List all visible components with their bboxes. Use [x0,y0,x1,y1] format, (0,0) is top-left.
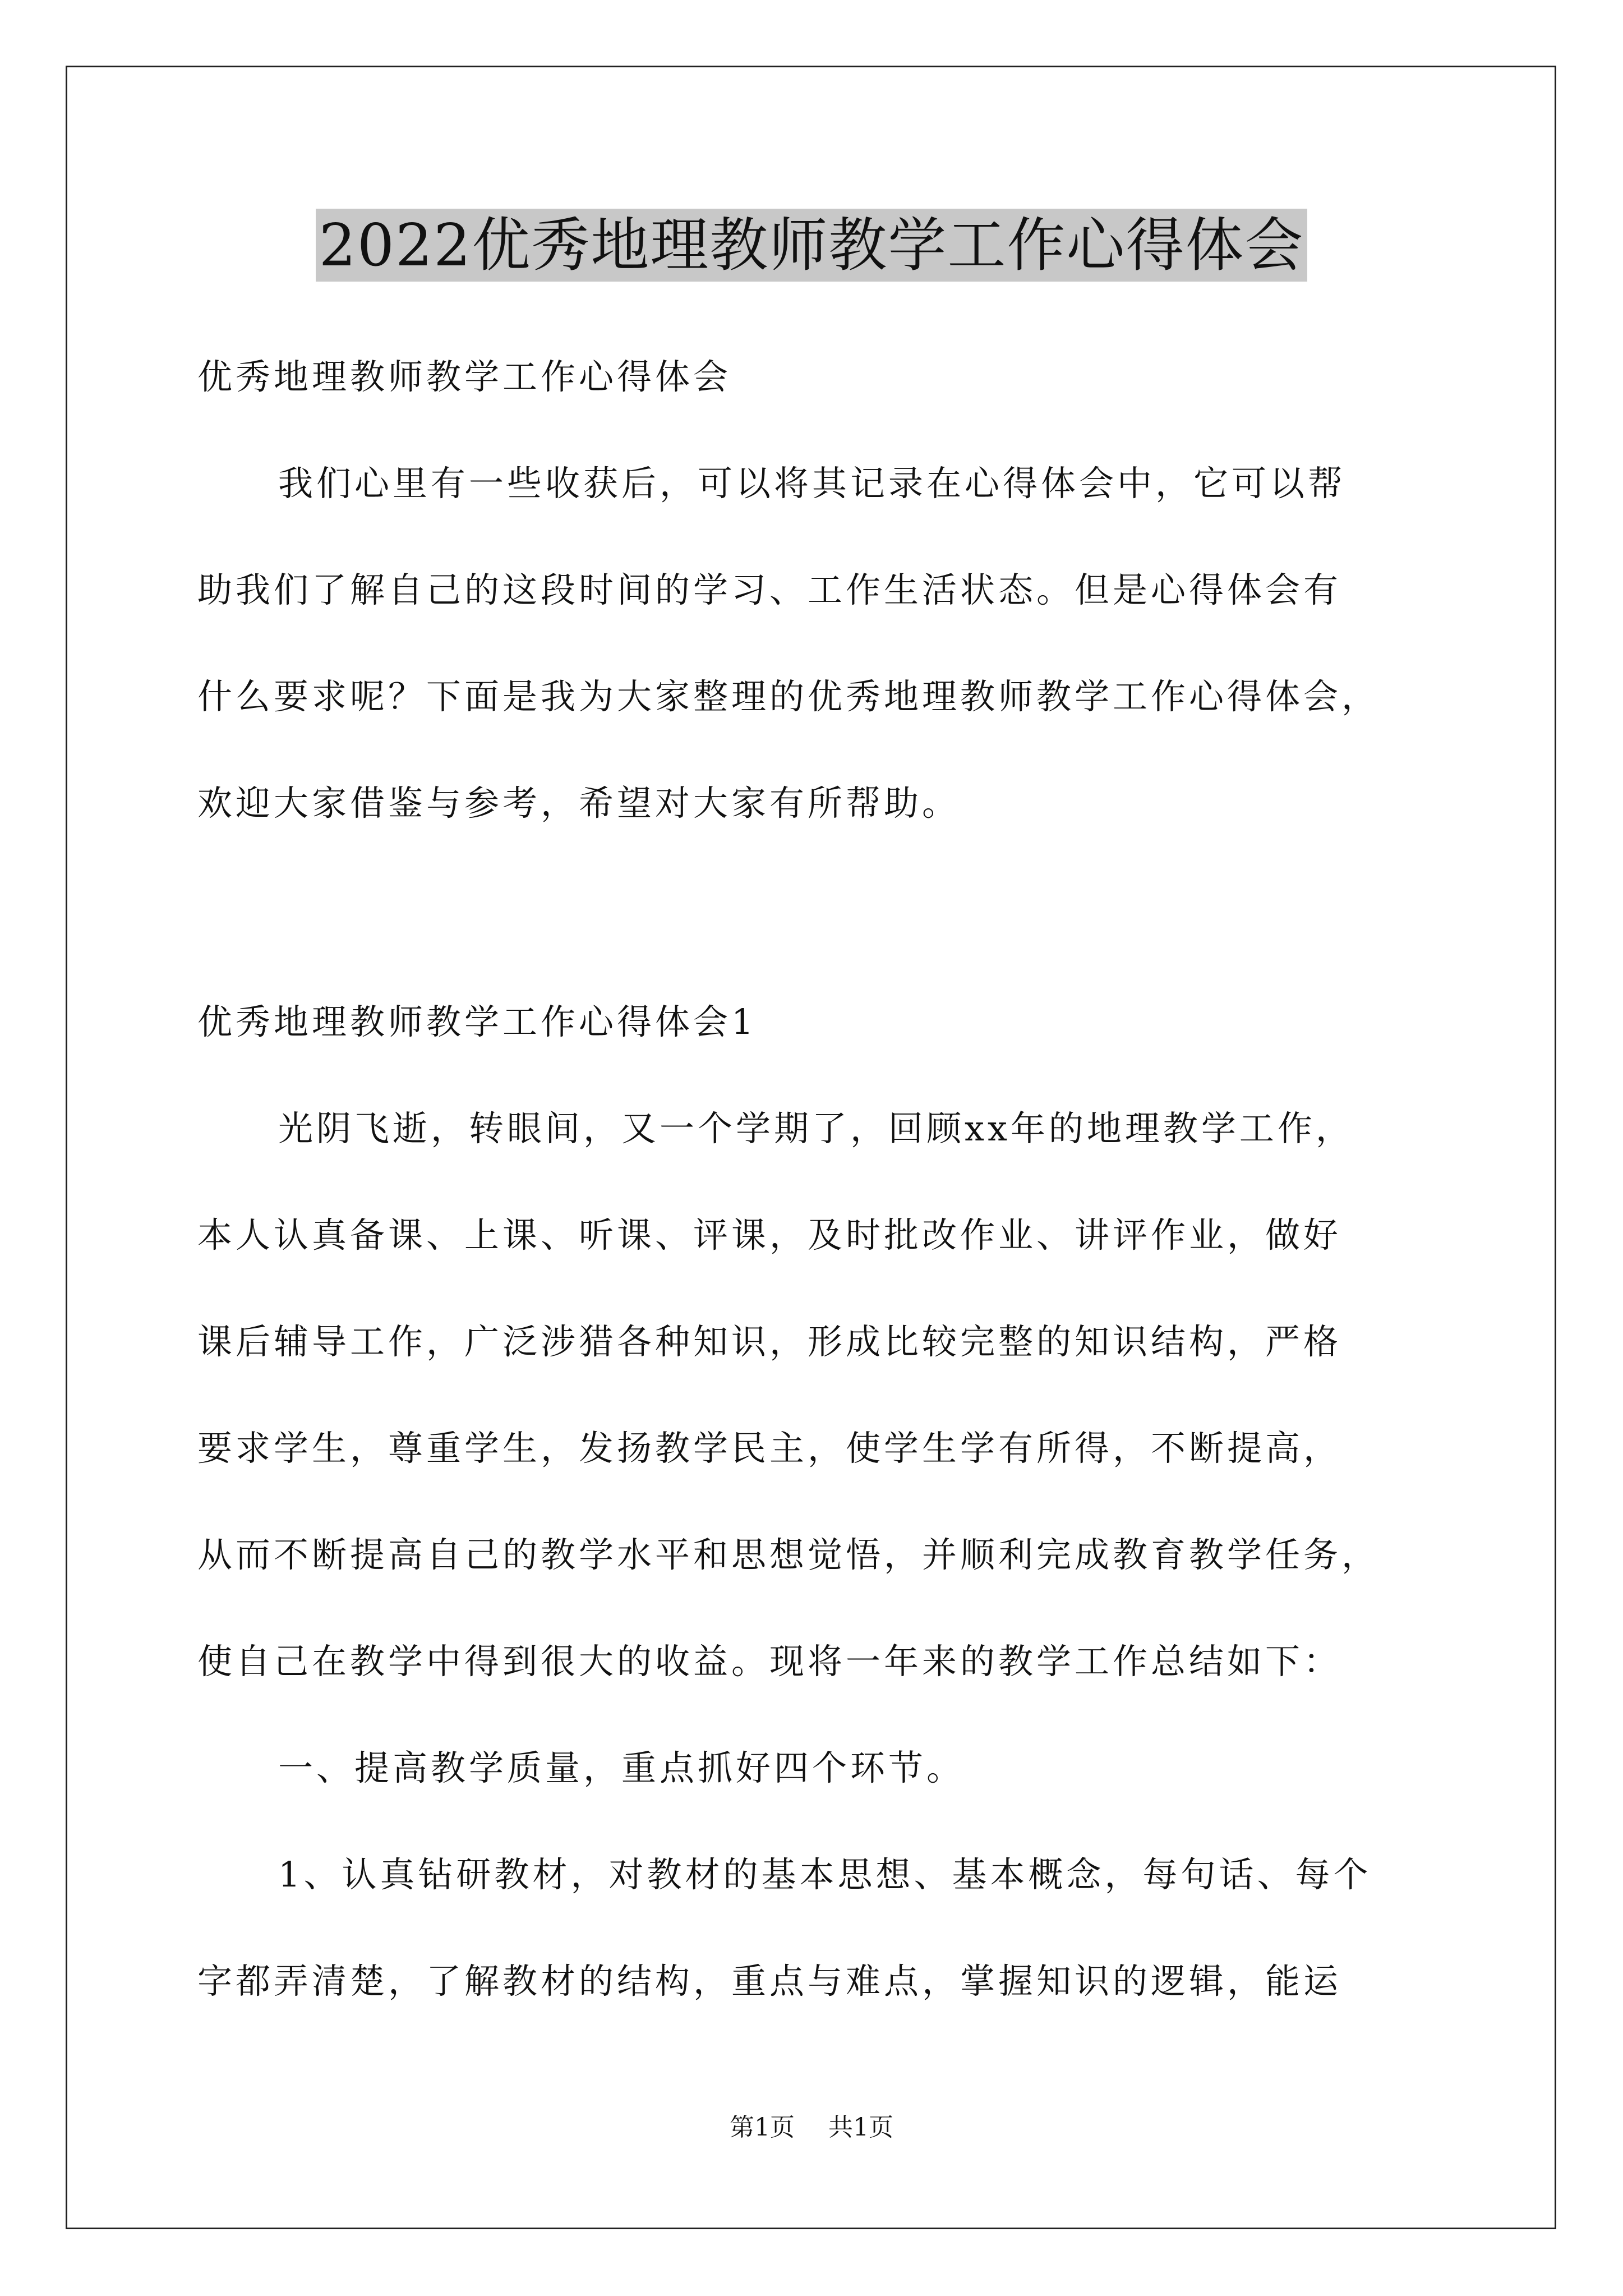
body-line: 要求学生，尊重学生，发扬教学民主，使学生学有所得，不断提高， [197,1428,1342,1469]
body-line: 1、认真钻研教材，对教材的基本思想、基本概念，每句话、每个 [278,1854,1372,1895]
intro-line: 助我们了解自己的这段时间的学习、工作生活状态。但是心得体会有 [197,569,1342,610]
body-line: 光阴飞逝，转眼间，又一个学期了，回顾xx年的地理教学工作， [278,1108,1354,1149]
title-container [0,209,1623,282]
document-subtitle: 优秀地理教师教学工作心得体会 [197,356,732,397]
body-line: 从而不断提高自己的教学水平和思想觉悟，并顺利完成教育教学任务， [197,1534,1380,1575]
page-number: 第1页 [730,2113,795,2142]
page-total: 共1页 [828,2113,893,2142]
document-title: 2022优秀地理教师教学工作心得体会 [316,209,1308,282]
body-line: 字都弄清楚，了解教材的结构，重点与难点，掌握知识的逻辑，能运 [197,1961,1342,2001]
body-line: 一、提高教学质量，重点抓好四个环节。 [278,1747,965,1788]
page-footer [0,2112,1623,2143]
section-heading: 优秀地理教师教学工作心得体会1 [197,1001,757,1042]
body-line: 课后辅导工作，广泛涉猎各种知识，形成比较完整的知识结构，严格 [197,1321,1342,1362]
intro-line: 我们心里有一些收获后，可以将其记录在心得体会中，它可以帮 [278,463,1347,504]
body-line: 使自己在教学中得到很大的收益。现将一年来的教学工作总结如下： [197,1641,1342,1682]
intro-line: 欢迎大家借鉴与参考，希望对大家有所帮助。 [197,783,961,823]
intro-line: 什么要求呢？下面是我为大家整理的优秀地理教师教学工作心得体会， [197,676,1380,717]
body-line: 本人认真备课、上课、听课、评课，及时批改作业、讲评作业，做好 [197,1214,1342,1255]
